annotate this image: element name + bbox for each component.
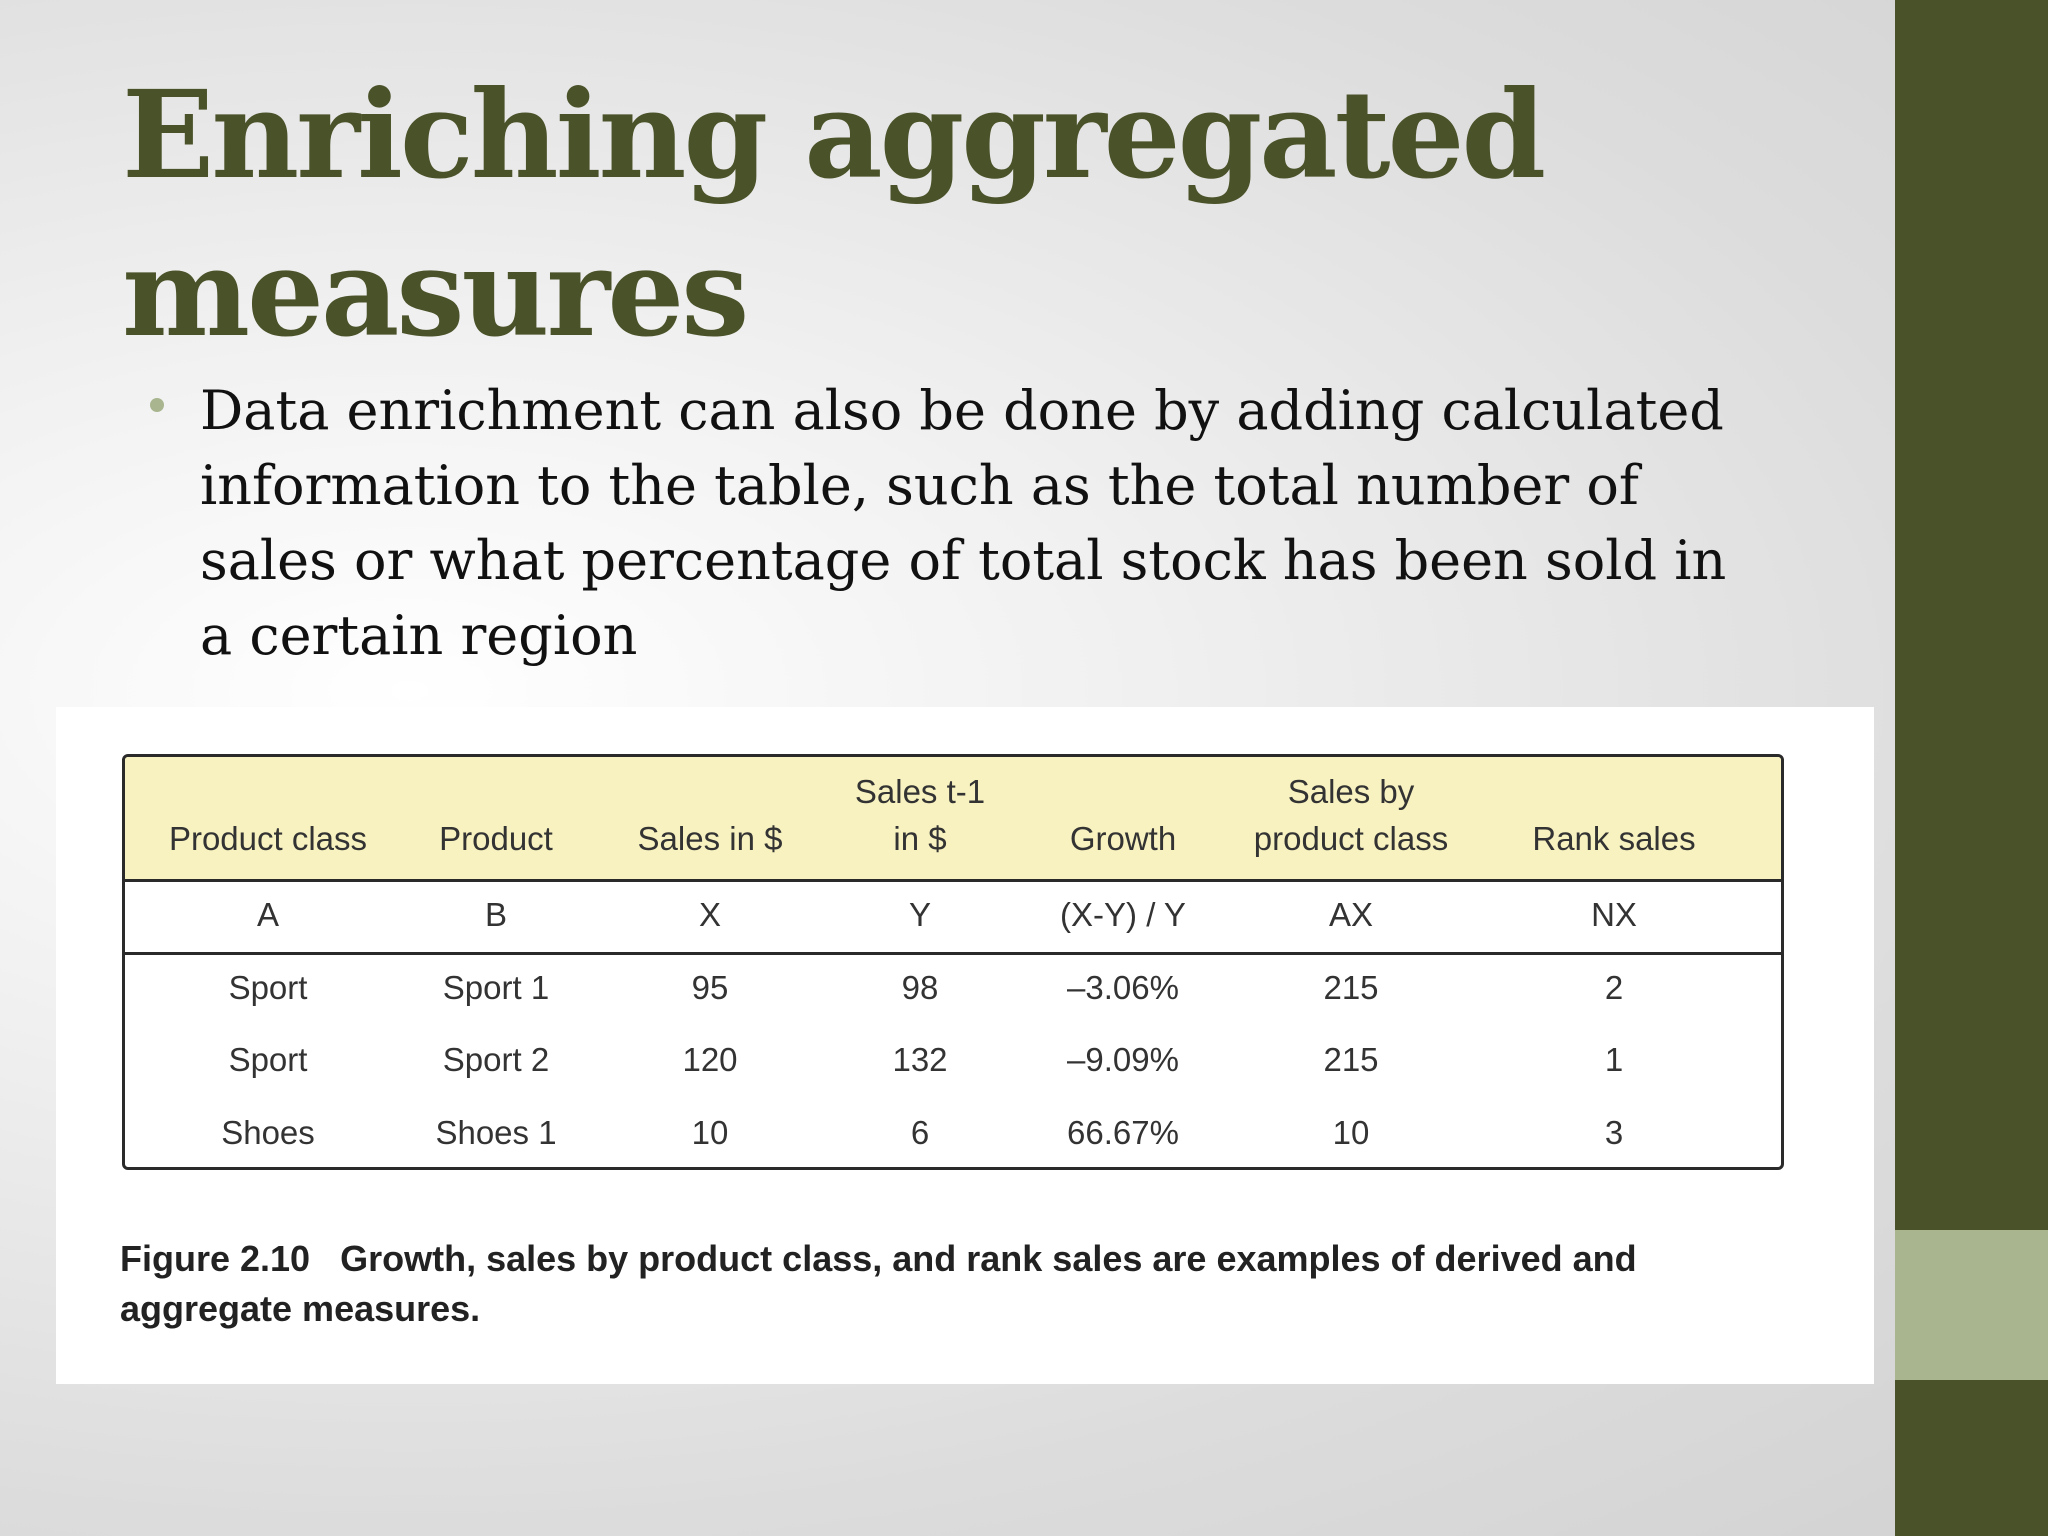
table-cell: 10 bbox=[691, 1114, 729, 1151]
table-cell: 1 bbox=[1604, 1041, 1624, 1078]
header-cell: Growth bbox=[1069, 820, 1177, 857]
figure-table-header bbox=[125, 757, 1781, 882]
slide-title-line-1: Enriching aggregated bbox=[122, 63, 1544, 206]
table-cell: 215 bbox=[1323, 1041, 1379, 1078]
figure-table bbox=[122, 754, 1784, 1170]
header-cell-top: Sales t-1 bbox=[854, 773, 986, 810]
table-cell: 6 bbox=[910, 1114, 930, 1151]
table-cell: 66.67% bbox=[1067, 1114, 1179, 1151]
table-cell: 120 bbox=[682, 1041, 738, 1078]
table-cell: Sport bbox=[228, 969, 308, 1006]
header-cell: Product class bbox=[168, 820, 368, 857]
side-accent-block bbox=[1895, 1230, 2048, 1380]
formula-cell: X bbox=[698, 896, 721, 933]
table-cell: Shoes bbox=[221, 1114, 315, 1151]
slide-title bbox=[122, 56, 1722, 372]
figure-caption bbox=[120, 1234, 1800, 1334]
bullet-dot bbox=[150, 398, 164, 412]
table-cell: 95 bbox=[691, 969, 729, 1006]
table-cell: Shoes 1 bbox=[435, 1114, 557, 1151]
header-cell: Rank sales bbox=[1532, 820, 1696, 857]
table-row bbox=[125, 1110, 1781, 1160]
table-cell: –9.09% bbox=[1067, 1041, 1179, 1078]
header-cell-top: Sales by bbox=[1287, 773, 1415, 810]
header-cell: Sales in $ bbox=[637, 820, 783, 857]
formula-cell: Y bbox=[908, 896, 931, 933]
formula-cell: (X-Y) / Y bbox=[1060, 896, 1186, 933]
table-cell: 2 bbox=[1604, 969, 1624, 1006]
formula-cell: B bbox=[484, 896, 507, 933]
slide-title-line-2: measures bbox=[122, 221, 747, 364]
bullet-text: Data enrichment can also be done by adding calculated information to the table, such as the total number of sales or what percentage of total stock has been sold in a certain region bbox=[200, 379, 1727, 667]
table-row bbox=[125, 965, 1781, 1015]
figure-table-formula-row bbox=[125, 882, 1781, 955]
table-cell: –3.06% bbox=[1067, 969, 1179, 1006]
formula-cell: NX bbox=[1591, 896, 1637, 933]
formula-cell: AX bbox=[1328, 896, 1374, 933]
formula-cell: A bbox=[256, 896, 279, 933]
table-cell: Sport bbox=[228, 1041, 308, 1078]
table-cell: Sport 1 bbox=[442, 969, 550, 1006]
figure-caption-text: Growth, sales by product class, and rank sales are examples of derived and aggregate measures. bbox=[120, 1238, 1637, 1329]
table-row bbox=[125, 1037, 1781, 1087]
header-cell: Product bbox=[439, 820, 553, 857]
table-cell: Sport 2 bbox=[442, 1041, 550, 1078]
header-cell: product class bbox=[1253, 820, 1449, 857]
figure-caption-label: Figure 2.10 bbox=[120, 1238, 311, 1279]
header-cell: in $ bbox=[893, 820, 947, 857]
table-cell: 10 bbox=[1332, 1114, 1370, 1151]
table-cell: 132 bbox=[892, 1041, 948, 1078]
table-cell: 215 bbox=[1323, 969, 1379, 1006]
table-cell: 3 bbox=[1604, 1114, 1624, 1151]
table-cell: 98 bbox=[901, 969, 939, 1006]
